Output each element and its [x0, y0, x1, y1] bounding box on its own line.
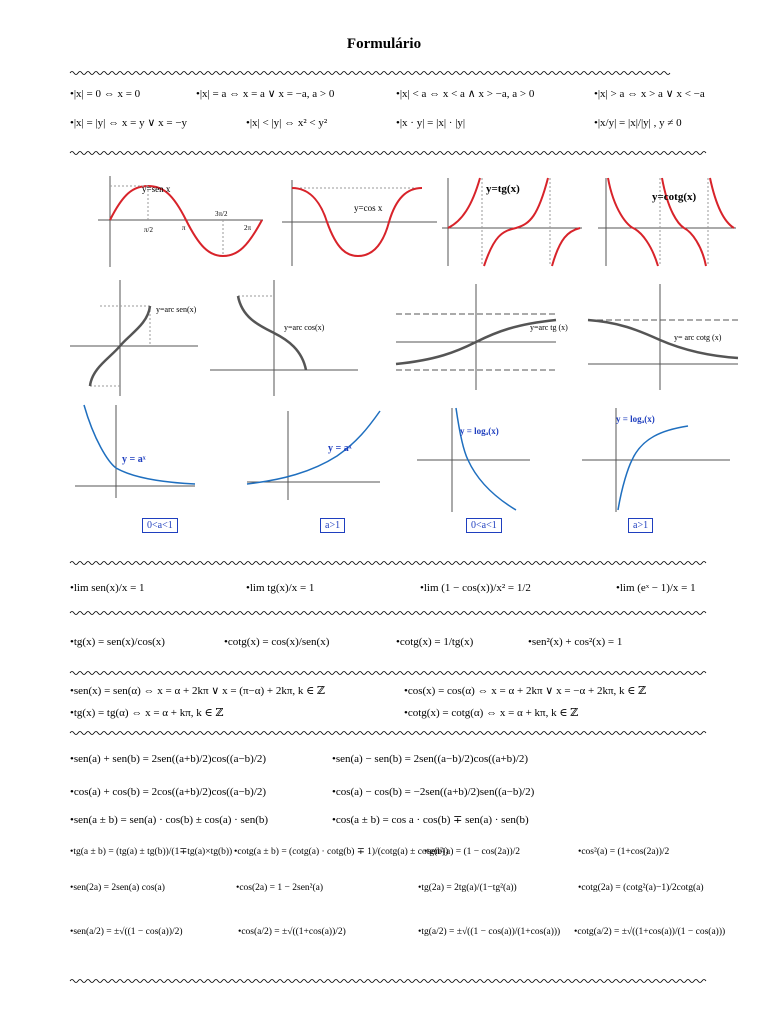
exp-growth-graph	[242, 406, 382, 502]
log-growth-graph	[582, 406, 732, 514]
trig-f1: •sen(a/2) = ±√((1 − cos(a))/2)	[70, 927, 183, 937]
def-tg: •tg(x) = sen(x)/cos(x)	[70, 636, 165, 648]
abs-r2-4: •|x/y| = |x|/|y| , y ≠ 0	[594, 117, 682, 129]
eq-cotg: •cotg(x) = cotg(α) ⇔ x = α + kπ, k ∈ ℤ	[404, 707, 579, 719]
exp-growth-label: y = aˣ	[328, 443, 352, 454]
arctan-graph	[396, 282, 568, 392]
trig-f4: •cotg(a/2) = ±√((1+cos(a))/(1 − cos(a)))	[574, 927, 726, 937]
arcsin-label: y=arc sen(x)	[156, 305, 197, 314]
arccot-graph	[588, 282, 740, 392]
tangent-label: y=tg(x)	[486, 183, 520, 195]
limit-3: •lim (1 − cos(x))/x² = 1/2	[420, 582, 531, 594]
tangent-graph	[442, 176, 584, 268]
cotangent-graph	[598, 176, 738, 268]
case-box-3: 0<a<1	[466, 518, 502, 533]
limit-1: •lim sen(x)/x = 1	[70, 582, 145, 594]
abs-r1-1: •|x| = 0 ⇔ x = 0	[70, 88, 141, 100]
cotangent-label: y=cotg(x)	[652, 191, 697, 203]
abs-r1-4: •|x| > a ⇔ x > a ∨ x < −a	[594, 88, 705, 100]
case-box-2: a>1	[320, 518, 345, 533]
page-title: Formulário	[346, 36, 422, 52]
cosine-label: y=cos x	[354, 203, 383, 213]
trig-d4: •cos²(a) = (1+cos(2a))/2	[578, 847, 670, 857]
abs-r2-3: •|x · y| = |x| · |y|	[396, 117, 466, 129]
separator	[70, 560, 740, 566]
abs-r1-3: •|x| < a ⇔ x < a ∧ x > −a, a > 0	[396, 88, 535, 100]
arcsin-graph	[70, 278, 200, 398]
svg-text:π: π	[182, 224, 186, 232]
trig-d2: •cotg(a ± b) = (cotg(a) · cotg(b) ∓ 1)/(cotg(a) ± cotg(b))	[234, 847, 449, 857]
arccos-label: y=arc cos(x)	[284, 323, 325, 332]
svg-text:π/2: π/2	[144, 226, 153, 234]
trig-e1: •sen(2a) = 2sen(a) cos(a)	[70, 883, 165, 893]
trig-d1: •tg(a ± b) = (tg(a) ± tg(b))/(1∓tg(a)×tg(b))	[70, 847, 233, 857]
exp-decay-label: y = aˣ	[122, 454, 146, 465]
separator	[70, 730, 740, 736]
trig-e2: •cos(2a) = 1 − 2sen²(a)	[236, 883, 324, 893]
svg-text:2π: 2π	[244, 224, 252, 232]
svg-text:3π/2: 3π/2	[215, 210, 228, 218]
trig-f3: •tg(a/2) = ±√((1 − cos(a))/(1+cos(a)))	[418, 927, 561, 937]
eq-tg: •tg(x) = tg(α) ⇔ x = α + kπ, k ∈ ℤ	[70, 707, 224, 719]
trig-e3: •tg(2a) = 2tg(a)/(1−tg²(a))	[418, 883, 517, 893]
log-decay-label: y = logₐ(x)	[460, 426, 499, 436]
def-pythag: •sen²(x) + cos²(x) = 1	[528, 636, 623, 648]
log-growth-label: y = logₐ(x)	[616, 414, 655, 424]
limit-4: •lim (eˣ − 1)/x = 1	[616, 582, 696, 594]
limit-2: •lim tg(x)/x = 1	[246, 582, 315, 594]
case-box-4: a>1	[628, 518, 653, 533]
separator	[70, 150, 740, 156]
case-box-1: 0<a<1	[142, 518, 178, 533]
eq-cos: •cos(x) = cos(α) ⇔ x = α + 2kπ ∨ x = −α + 2kπ, k ∈ ℤ	[404, 685, 647, 697]
arccot-label: y= arc cotg (x)	[674, 333, 722, 342]
arccos-graph	[210, 278, 360, 398]
trig-a1: •sen(a) + sen(b) = 2sen((a+b)/2)cos((a−b)/2)	[70, 753, 267, 765]
def-cotg-2: •cotg(x) = 1/tg(x)	[396, 636, 474, 648]
trig-e4: •cotg(2a) = (cotg²(a)−1)/2cotg(a)	[578, 883, 704, 893]
eq-sen: •sen(x) = sen(α) ⇔ x = α + 2kπ ∨ x = (π−α) + 2kπ, k ∈ ℤ	[70, 685, 326, 697]
abs-r1-2: •|x| = a ⇔ x = a ∨ x = −a, a > 0	[196, 88, 335, 100]
def-cotg: •cotg(x) = cos(x)/sen(x)	[224, 636, 330, 648]
separator	[70, 70, 740, 76]
trig-f2: •cos(a/2) = ±√((1+cos(a))/2)	[238, 927, 346, 937]
separator	[70, 610, 740, 616]
log-decay-graph	[412, 406, 532, 514]
separator	[70, 670, 740, 676]
trig-b1: •cos(a) + cos(b) = 2cos((a+b)/2)cos((a−b)/2)	[70, 786, 267, 798]
arctan-label: y=arc tg (x)	[530, 323, 568, 332]
abs-r2-2: •|x| < |y| ⇔ x² < y²	[246, 117, 328, 129]
abs-r2-1: •|x| = |y| ⇔ x = y ∨ x = −y	[70, 117, 188, 129]
sine-label: y=sen x	[142, 184, 171, 194]
trig-c2: •cos(a ± b) = cos a · cos(b) ∓ sen(a) · sen(b)	[332, 814, 529, 826]
trig-b2: •cos(a) − cos(b) = −2sen((a+b)/2)sen((a−b)/2)	[332, 786, 535, 798]
cosine-graph	[282, 176, 440, 268]
graphs-panel	[70, 160, 740, 555]
exp-decay-graph	[70, 400, 200, 500]
trig-a2: •sen(a) − sen(b) = 2sen((a−b)/2)cos((a+b)/2)	[332, 753, 529, 765]
trig-c1: •sen(a ± b) = sen(a) · cos(b) ± cos(a) · sen(b)	[70, 814, 269, 826]
separator	[70, 978, 740, 984]
trig-d3: •sen²(a) = (1 − cos(2a))/2	[424, 847, 521, 857]
sine-graph	[98, 172, 266, 270]
